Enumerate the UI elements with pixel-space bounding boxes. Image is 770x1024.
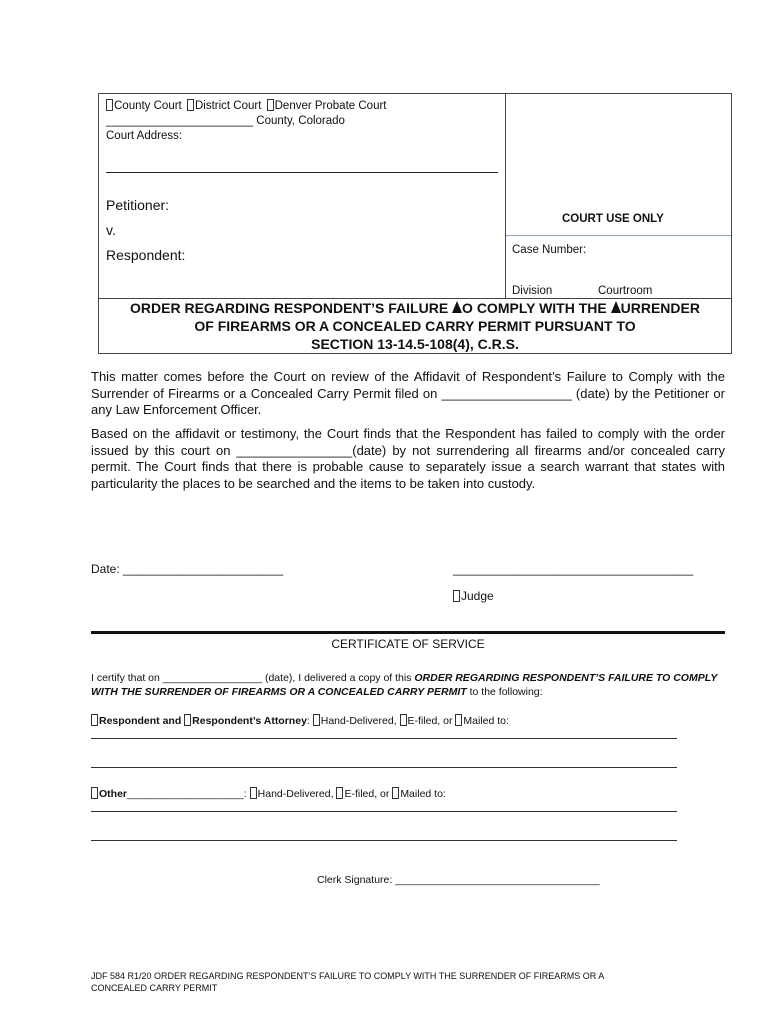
arrow-up-icon — [611, 301, 621, 313]
denver-probate-court-label: Denver Probate Court — [274, 100, 387, 112]
other-service-row: Other____________________: Hand-Delivered, E-filed, or Mailed to: — [91, 787, 446, 800]
respondent-address-line-1[interactable] — [91, 738, 677, 740]
other-checkbox[interactable] — [91, 787, 98, 799]
paragraph-2: Based on the affidavit or testimony, the Court finds that the Respondent has failed to comply with the order issued by this court on ________________(date) by not surrendering all firearms and/or concealed carry permit. The Court finds that there is probable cause to separately issue a search warrant that states with particularity the places to be searched and the items to be taken into custody. — [91, 426, 725, 491]
denver-probate-court-checkbox[interactable] — [267, 99, 274, 111]
clerk-signature-line[interactable]: Clerk Signature: ___________________________________ — [317, 874, 600, 886]
county-line[interactable]: _______________________ County, Colorado — [106, 115, 345, 127]
footer-line-1: JDF 584 R1/20 ORDER REGARDING RESPONDENT’S FAILURE TO COMPLY WITH THE SURRENDER OF FIREARMS OR A — [91, 971, 605, 981]
court-type-row — [106, 99, 387, 112]
county-court-label: County Court — [114, 100, 182, 112]
form-footer — [91, 970, 604, 994]
section-divider — [91, 631, 725, 634]
footer-line-2: CONCEALED CARRY PERMIT — [91, 983, 218, 993]
hand-delivered-checkbox[interactable] — [313, 714, 320, 726]
paragraph-1: This matter comes before the Court on review of the Affidavit of Respondent’s Failure to Comply with the Surrender of Firearms or a Concealed Carry Permit filed on __________________ (date) by the Petitioner or any Law Enforcement Officer. — [91, 369, 725, 417]
respondent-address-line-2[interactable] — [91, 767, 677, 769]
respondent-checkbox[interactable] — [91, 714, 98, 726]
judge-label: Judge — [461, 589, 494, 603]
court-use-divider — [506, 235, 731, 236]
county-court-checkbox[interactable] — [106, 99, 113, 111]
other-address-line-1[interactable] — [91, 811, 677, 813]
judge-option — [453, 589, 494, 603]
respondent-label: Respondent: — [106, 247, 186, 263]
title-line-2: OF FIREARMS OR A CONCEALED CARRY PERMIT PURSUANT TO — [194, 318, 636, 334]
division-label: Division — [512, 285, 553, 297]
other-name-blank[interactable]: ____________________: — [127, 788, 250, 800]
courtroom-label: Courtroom — [598, 285, 653, 297]
respondent-service-row: Respondent and Respondent’s Attorney: Hand-Delivered, E-filed, or Mailed to: — [91, 714, 509, 727]
district-court-checkbox[interactable] — [187, 99, 194, 111]
title-line-3: SECTION 13-14.5-108(4), C.R.S. — [311, 336, 519, 352]
mailed-checkbox[interactable] — [455, 714, 462, 726]
court-use-only: COURT USE ONLY — [562, 213, 664, 225]
title-line-1: ORDER REGARDING RESPONDENT’S FAILURE O COMPLY WITH THE URRENDER — [130, 300, 700, 316]
other-address-line-2[interactable] — [91, 840, 677, 842]
e-filed-checkbox[interactable] — [400, 714, 407, 726]
order-title — [98, 299, 732, 353]
certify-statement: I certify that on _________________ (date), I delivered a copy of this ORDER REGARDING RESPONDENT’S FAILURE TO COMPLY WITH THE SURRENDER OF FIREARMS OR A CONCEALED CARRY PERMIT to the following: — [91, 672, 718, 698]
date-line[interactable]: Date: ________________________ — [91, 562, 284, 576]
arrow-up-icon — [452, 301, 462, 313]
certificate-heading: CERTIFICATE OF SERVICE — [331, 637, 485, 651]
attorney-checkbox[interactable] — [184, 714, 191, 726]
other-e-filed-checkbox[interactable] — [336, 787, 343, 799]
judge-signature-line[interactable]: ____________________________________ — [453, 562, 694, 576]
caption-divider — [505, 93, 506, 299]
v-label: v. — [106, 222, 116, 238]
other-hand-delivered-checkbox[interactable] — [250, 787, 257, 799]
petitioner-label: Petitioner: — [106, 197, 170, 213]
court-address-label: Court Address: — [106, 130, 183, 142]
other-mailed-checkbox[interactable] — [392, 787, 399, 799]
court-address-line[interactable] — [106, 172, 498, 173]
case-number-label: Case Number: — [512, 244, 587, 256]
judge-checkbox[interactable] — [453, 590, 460, 602]
district-court-label: District Court — [194, 100, 262, 112]
